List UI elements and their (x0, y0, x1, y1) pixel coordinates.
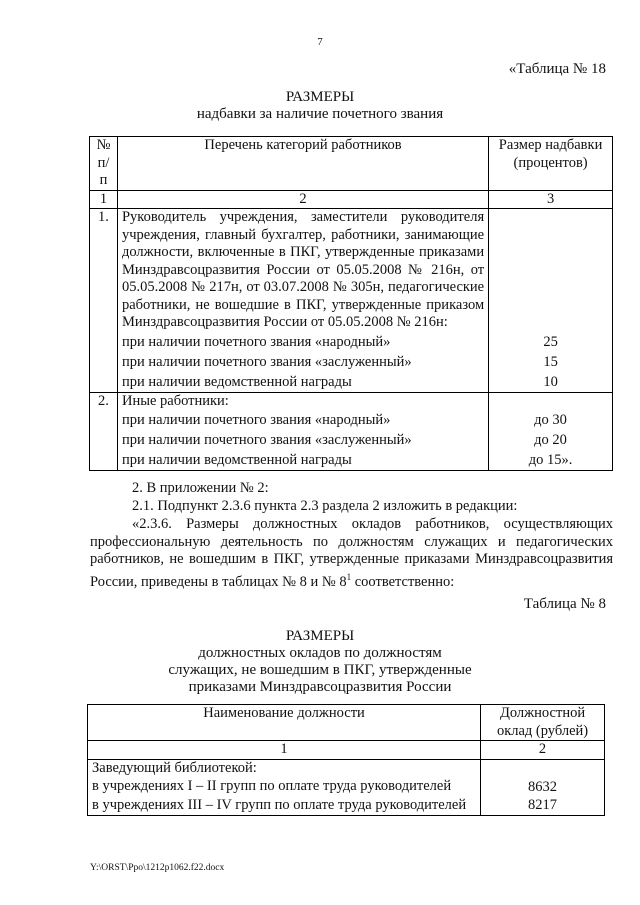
index-cell-2: 2 (117, 190, 488, 209)
row-values (489, 392, 613, 471)
table18-row-2 (90, 392, 613, 471)
table8-values (481, 759, 605, 815)
index-cell-3: 3 (489, 190, 613, 209)
row-description: Иные работники: (121, 392, 229, 409)
header-position: Наименование должности (88, 705, 481, 741)
row-item-label: при наличии почетного звания «заслуженный» (121, 353, 412, 370)
table18-subtitle: надбавки за наличие почетного звания (196, 106, 444, 122)
header-num-line1: № (96, 137, 111, 153)
table8-subtitle-1: должностных окладов по должностям (198, 645, 442, 661)
row-item-value: до 30 (534, 412, 567, 428)
paragraph-end-text: соответственно: (351, 573, 455, 590)
row-num: 2. (90, 392, 118, 471)
header-size (489, 137, 613, 191)
header-num (90, 137, 118, 191)
index-cell-1: 1 (90, 190, 118, 209)
salary-value: 8632 (528, 778, 558, 795)
salary-value: 8217 (528, 797, 558, 813)
header-salary-line1: Должностной (499, 705, 586, 721)
header-salary-line2: оклад (рублей) (496, 722, 589, 739)
row-item-label: при наличии ведомственной награды (121, 452, 352, 468)
table8 (87, 704, 605, 816)
table18-caption: «Таблица № 18 (508, 61, 606, 77)
row-item-value: до 20 (534, 432, 567, 448)
table18-header-row (90, 137, 613, 191)
table8-index-row (88, 741, 605, 760)
row-content (117, 209, 488, 393)
paragraph-2-1: 2.1. Подпункт 2.3.6 пункта 2.3 раздела 2 изложить в редакции: (132, 498, 518, 514)
paragraph-main-text: «2.3.6. Размеры должностных окладов работников, осуществляющих профессиональную деятельность по должностям служащих и педагогических работников, не вошедшим в ПКГ, утвержденные приказами Минздравсоцразвития России, приведены в таблицах № 8 и № 8 (90, 516, 613, 590)
header-num-line2: п/п (97, 154, 110, 188)
row-item-label: при наличии почетного звания «народный» (121, 333, 391, 350)
header-size-line1: Размер надбавки (498, 137, 603, 153)
position-label: в учреждениях III – IV групп по оплате труда руководителей (92, 796, 467, 813)
page-number: 7 (317, 36, 323, 48)
row-item-label: при наличии ведомственной награды (121, 373, 352, 390)
table8-positions (88, 759, 481, 815)
row-item-value: до 15». (528, 452, 573, 468)
table8-title: РАЗМЕРЫ (285, 628, 355, 644)
index-cell-1: 1 (88, 741, 481, 760)
table18-title: РАЗМЕРЫ (285, 89, 355, 105)
header-size-line2: (процентов) (513, 154, 588, 171)
file-path-footer: Y:\ORST\Ppo\1212p1062.f22.docx (90, 863, 225, 873)
table18-index-row (90, 190, 613, 209)
header-category: Перечень категорий работников (117, 137, 488, 191)
header-salary (481, 705, 605, 741)
table8-subtitle-2: служащих, не вошедшим в ПКГ, утвержденные (168, 662, 472, 678)
paragraph-2-3-6 (90, 516, 613, 591)
table18 (89, 136, 613, 471)
index-cell-2: 2 (481, 741, 605, 760)
footnote-superscript: 1 (346, 571, 352, 582)
table8-body-row (88, 759, 605, 815)
table18-row-1 (90, 209, 613, 393)
table8-header-row (88, 705, 605, 741)
row-description: Руководитель учреждения, заместители руководителя учреждения, главный бухгалтер, работники, занимающие должности, включенные в ПКГ, утвержденные приказами Минздравсоцразвития России от 05.05.2008 № 216н, от 05.05.2008 № 217н, от 03.07.2008 № 305н, педагогические работники, не вошедшие в ПКГ, утвержденные приказом Минздравсоцразвития России от 05.05.2008 № 216н: (121, 209, 485, 330)
table8-caption: Таблица № 8 (523, 596, 606, 612)
position-label: в учреждениях I – II групп по оплате труда руководителей (92, 778, 452, 794)
paragraph-2: 2. В приложении № 2: (132, 480, 269, 496)
row-item-value: 25 (543, 333, 558, 350)
value-spacer (485, 760, 600, 778)
row-item-label: при наличии почетного звания «народный» (121, 412, 391, 428)
row-item-value: 10 (543, 373, 558, 390)
row-item-value: 15 (543, 353, 558, 370)
row-num: 1. (90, 209, 118, 393)
row-values (489, 209, 613, 393)
row-item-label: при наличии почетного звания «заслуженный» (121, 432, 412, 448)
table8-subtitle-3: приказами Минздравсоцразвития России (188, 679, 452, 695)
group-label: Заведующий библиотекой: (92, 759, 257, 776)
row-content (117, 392, 488, 471)
